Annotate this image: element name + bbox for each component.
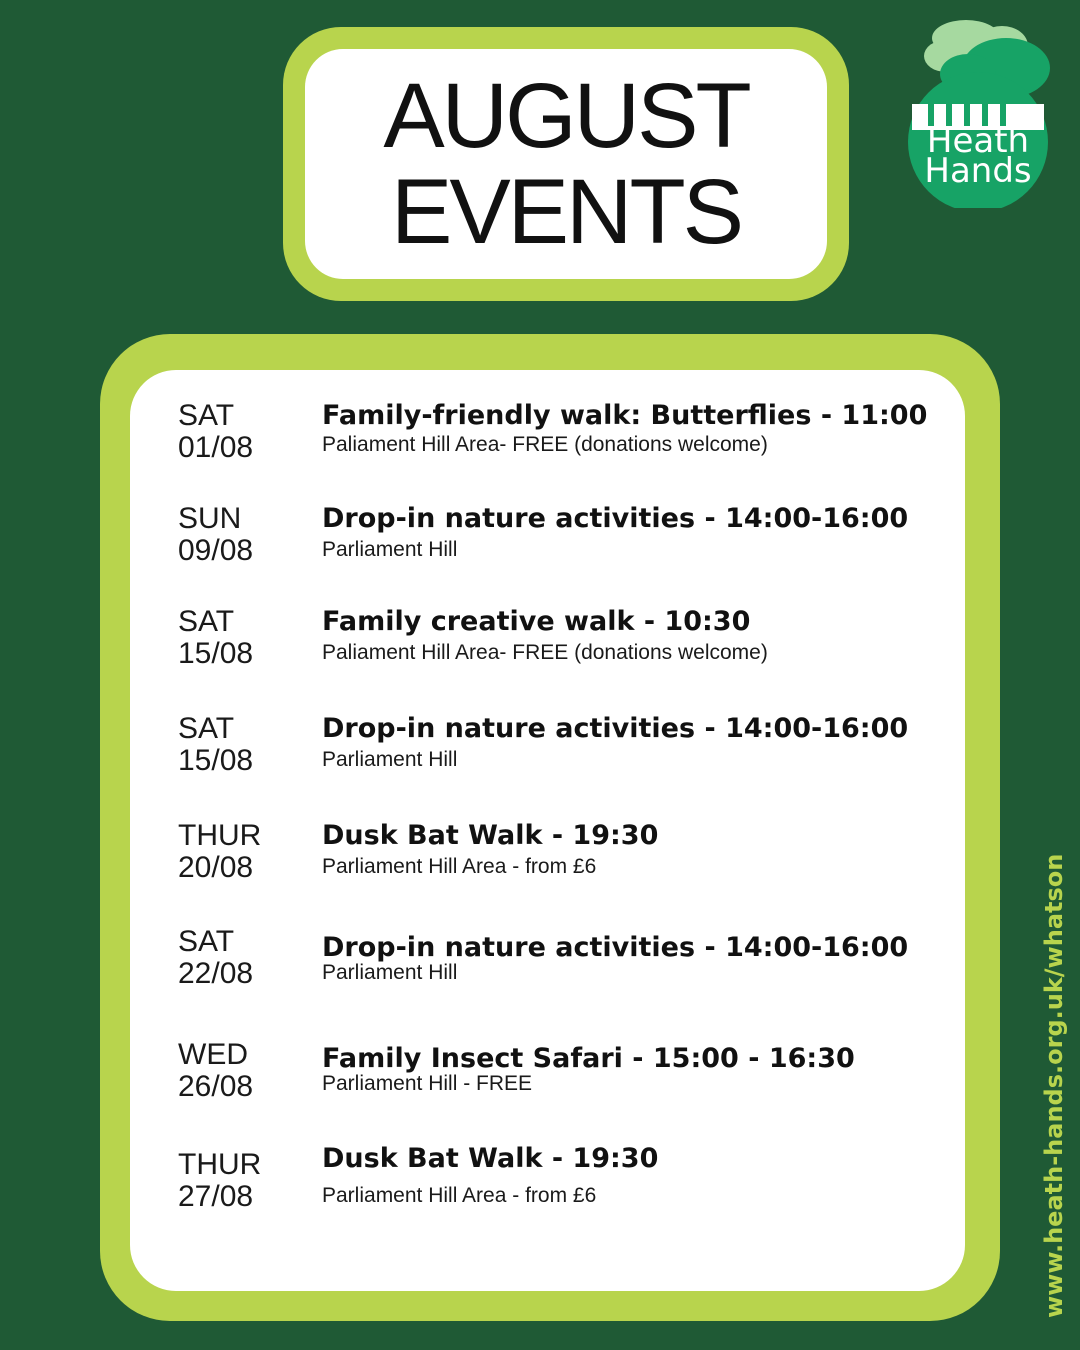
event-day: SAT	[178, 605, 235, 638]
event-item	[130, 926, 965, 1016]
event-date: 20/08	[178, 851, 254, 884]
event-day: WED	[178, 1038, 248, 1071]
title-line-1: AUGUST	[383, 65, 749, 167]
event-date: 15/08	[178, 744, 254, 777]
events-frame	[100, 334, 1000, 1321]
event-date: 22/08	[178, 957, 254, 990]
event-item	[130, 820, 965, 910]
events-panel	[130, 370, 965, 1291]
event-title: Family Insect Safari - 15:00 - 16:30	[322, 1043, 855, 1074]
event-item	[130, 1039, 965, 1129]
event-location: Parliament Hill	[322, 538, 458, 561]
event-item	[130, 713, 965, 803]
event-title: Drop-in nature activities - 14:00-16:00	[322, 503, 909, 534]
event-title: Dusk Bat Walk - 19:30	[322, 1143, 659, 1174]
event-location: Paliament Hill Area- FREE (donations welcome)	[322, 433, 768, 456]
event-day: THUR	[178, 1148, 262, 1181]
event-date: 27/08	[178, 1180, 254, 1213]
event-day: SAT	[178, 712, 235, 745]
title-frame	[283, 27, 849, 301]
event-title: Family creative walk - 10:30	[322, 606, 751, 637]
logo-text-hands: Hands	[924, 151, 1032, 191]
event-title: Drop-in nature activities - 14:00-16:00	[322, 932, 909, 963]
event-location: Paliament Hill Area- FREE (donations welcome)	[322, 641, 768, 664]
event-location: Parliament Hill - FREE	[322, 1072, 533, 1095]
event-title: Dusk Bat Walk - 19:30	[322, 820, 659, 851]
logo-text-heath: Heath	[926, 121, 1030, 161]
event-item	[130, 503, 965, 593]
event-item	[130, 400, 965, 490]
title-panel	[305, 49, 827, 279]
event-day: SUN	[178, 502, 242, 535]
event-day: THUR	[178, 819, 262, 852]
website-link[interactable]: www.heath-hands.org.uk/whatson	[1040, 853, 1068, 1318]
event-date: 15/08	[178, 637, 254, 670]
heath-hands-logo	[898, 12, 1066, 208]
event-day: SAT	[178, 925, 235, 958]
event-location: Parliament Hill Area - from £6	[322, 855, 597, 878]
event-date: 01/08	[178, 431, 254, 464]
event-item	[130, 606, 965, 696]
title-line-2: EVENTS	[390, 161, 742, 263]
event-item	[130, 1143, 965, 1239]
event-title: Family-friendly walk: Butterflies - 11:00	[322, 400, 928, 431]
event-location: Parliament Hill	[322, 748, 458, 771]
event-title: Drop-in nature activities - 14:00-16:00	[322, 713, 909, 744]
event-date: 09/08	[178, 534, 254, 567]
event-location: Parliament Hill Area - from £6	[322, 1184, 597, 1207]
event-location: Parliament Hill	[322, 961, 458, 984]
event-day: SAT	[178, 399, 235, 432]
event-date: 26/08	[178, 1070, 254, 1103]
